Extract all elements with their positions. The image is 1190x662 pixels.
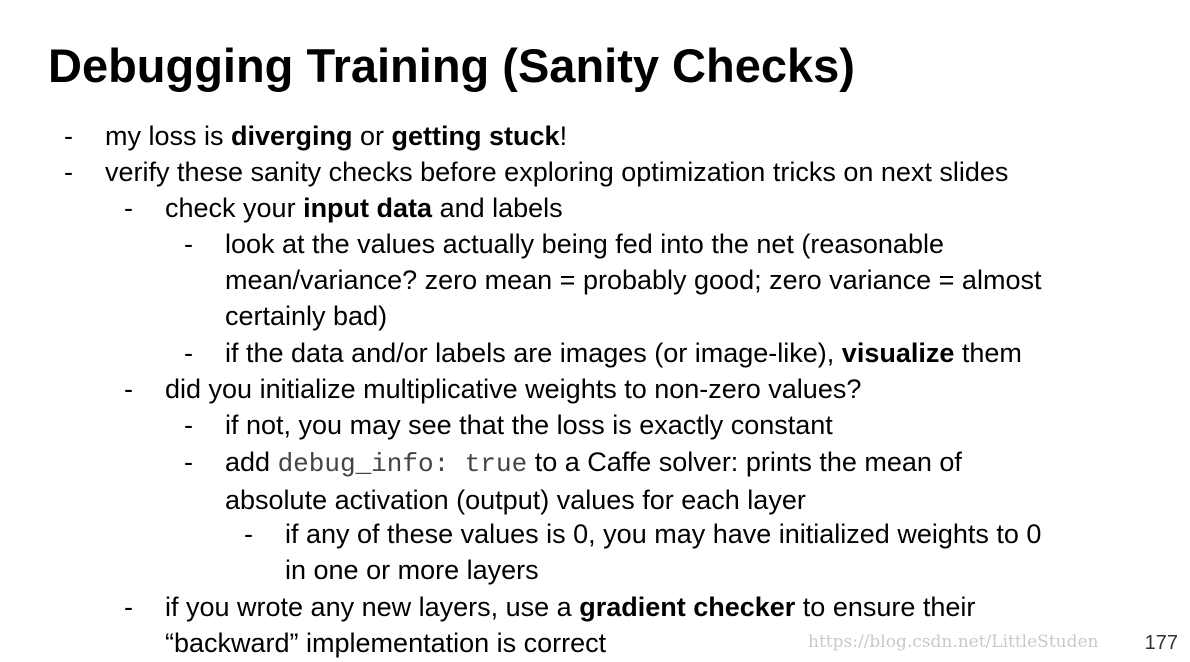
bold-diverging: diverging (231, 121, 353, 151)
watermark-url: https://blog.csdn.net/LittleStuden (808, 632, 1099, 652)
bullet-dash: - (184, 338, 193, 368)
bullet-dash: - (124, 193, 133, 223)
bullet-initialize-weights: did you initialize multiplicative weights to non-zero values? (165, 374, 862, 404)
bullet-dash: - (184, 410, 193, 440)
bold-visualize: visualize (841, 338, 955, 368)
slide-title: Debugging Training (Sanity Checks) (48, 39, 855, 92)
bullet-dash: - (244, 519, 253, 549)
bullet-dash: - (124, 374, 133, 404)
bullet-dash: - (184, 447, 193, 477)
bold-getting-stuck: getting stuck (391, 121, 560, 151)
bold-gradient-checker: gradient checker (579, 592, 796, 622)
page-number: 177 (1144, 632, 1178, 654)
bullet-look-values: look at the values actually being fed into the net (reasonable mean/variance? zero mean = probably good; zero variance = almost certainly bad) (225, 229, 1042, 331)
bullet-values-zero: if any of these values is 0, you may have initialized weights to 0 in one or more layers (285, 519, 1042, 585)
bullet-dash: - (64, 121, 73, 151)
bullet-dash: - (124, 592, 133, 622)
bullet-loss-diverging: my loss is diverging or getting stuck! (105, 121, 568, 151)
bullet-verify-sanity: verify these sanity checks before exploring optimization tricks on next slides (105, 157, 1009, 187)
code-debug-info: debug_info: true (277, 449, 528, 479)
bullet-dash: - (64, 157, 73, 187)
bullet-visualize: if the data and/or labels are images (or image-like), visualize them (225, 338, 1022, 368)
bullet-dash: - (184, 229, 193, 259)
bullet-debug-info: add debug_info: true to a Caffe solver: prints the mean of absolute activation (output) values for each layer (225, 447, 962, 515)
bullet-check-input-data: check your input data and labels (165, 193, 563, 223)
bullet-gradient-checker: if you wrote any new layers, use a gradient checker to ensure their “backward” implementation is correct (165, 592, 976, 658)
bullet-loss-constant: if not, you may see that the loss is exactly constant (225, 410, 833, 440)
bold-input-data: input data (303, 193, 433, 223)
